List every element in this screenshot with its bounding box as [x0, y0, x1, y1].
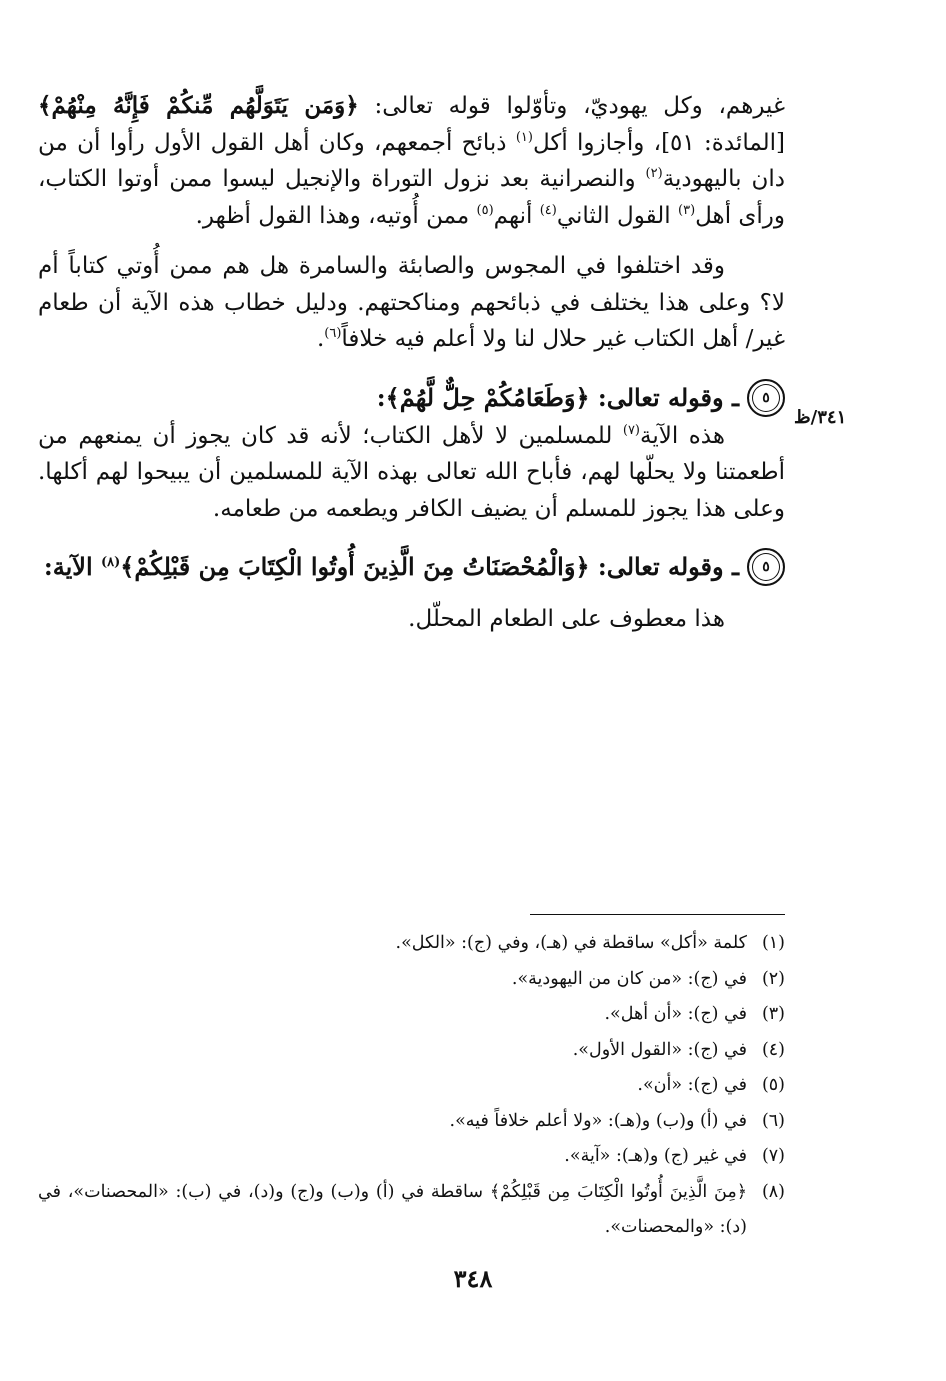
main-text: [38, 88, 785, 638]
text-run: القول الثاني: [556, 202, 678, 229]
footnote-ref-1[interactable]: (١): [515, 129, 533, 145]
footnote-text: ﴿مِنَ الَّذِينَ أُوتُوا الْكِتَابَ مِن قَبْلِكُمْ﴾ ساقطة في (أ) و(ب) و(ج) و(د)، في (ب): «المحصنات»، في (د): «والمحصنات».: [38, 1181, 747, 1237]
text-run: أنهم: [493, 202, 540, 229]
page-number: ٣٤٨: [453, 1264, 493, 1293]
verse-number-icon: ٥: [747, 379, 785, 417]
text-run: .: [316, 326, 325, 352]
footnotes: [38, 926, 785, 1246]
quran-quote: ﴿وَمَن يَتَوَلَّهُم مِّنكُمْ فَإِنَّهُ مِنْهُمْ﴾: [38, 92, 359, 119]
section-heading-2: [38, 547, 785, 587]
footnote-text: في غير (ج) و(هـ): «آية».: [564, 1146, 747, 1166]
text-run: للمسلمين لا لأهل الكتاب؛ لأنه قد كان يجوز أن يمنعهم من أطعمتنا ولا يحلّها لهم، فأباح الله تعالى بهذه الآية للمسلمين أن يبيحوا لهم أكلها. وعلى هذا يجوز للمسلم أن يضيف الكافر ويطعمه من طعامه.: [38, 422, 785, 522]
quran-quote: ﴿وَالْمُحْصَنَاتُ مِنَ الَّذِينَ أُوتُوا الْكِتَابَ مِن قَبْلِكُمْ﴾: [120, 552, 590, 581]
footnote-ref-2[interactable]: (٢): [645, 166, 663, 181]
text-run: والنصرانية بعد نزول التوراة والإنجيل ليسوا ممن أوتوا الكتاب، ورأى أهل: [38, 166, 785, 229]
footnote-text: في (ج): «أن».: [637, 1075, 747, 1095]
footnote-ref-4[interactable]: (٤): [539, 202, 557, 218]
footnote-ref-3[interactable]: (٣): [678, 202, 696, 218]
text-run: هذه الآية: [640, 422, 725, 449]
footnote-item: [38, 1068, 785, 1104]
footnote-number: (٥): [761, 1075, 785, 1095]
footnote-item: [38, 997, 785, 1033]
footnote-text: في (ج): «القول الأول».: [572, 1039, 747, 1060]
text-run: غيرهم، وكل يهوديّ، وتأوّلوا قوله تعالى:: [358, 93, 785, 119]
footnote-divider: [530, 914, 785, 915]
footnote-number: (١): [761, 933, 785, 953]
footnote-item: [38, 1139, 785, 1175]
footnote-number: (٤): [761, 1039, 785, 1060]
text-run: وقد اختلفوا في المجوس والصابئة والسامرة هل هم ممن أُوتي كتاباً أم لا؟ وعلى هذا يختلف في ذبائحهم ومناكحتهم. ودليل خطاب هذه الآية أن طعام غير/ أهل الكتاب غير حلال لنا ولا أعلم فيه خلافاً: [38, 253, 785, 352]
footnote-ref-7[interactable]: (٧): [622, 422, 640, 438]
footnote-item: [38, 1175, 785, 1246]
text-run: الآية:: [43, 552, 101, 581]
paragraph-4: هذا معطوف على الطعام المحلّل.: [408, 606, 725, 632]
text-run: :: [376, 382, 386, 412]
footnote-ref-8[interactable]: (٨): [101, 555, 121, 570]
footnote-number: (٦): [761, 1110, 785, 1131]
footnote-number: (٧): [761, 1146, 785, 1166]
manuscript-folio-note: ٣٤١/ظ: [794, 407, 847, 428]
heading-text: [38, 378, 739, 418]
footnote-ref-5[interactable]: (٥): [476, 202, 494, 218]
text-run: ممن أُوتيه، وهذا القول أظهر.: [195, 202, 477, 229]
heading-text: [38, 547, 739, 587]
paragraph-1: [38, 88, 785, 234]
footnote-item: [38, 962, 785, 998]
text-run: [المائدة: ٥١]، وأجازوا أكل: [532, 129, 786, 156]
footnote-item: [38, 1104, 785, 1140]
footnote-text: في (أ) و(ب) و(هـ): «ولا أعلم خلافاً فيه».: [449, 1110, 747, 1131]
paragraph-3: [38, 418, 785, 528]
footnote-item: [38, 1033, 785, 1069]
footnote-ref-6[interactable]: (٦): [324, 326, 342, 341]
section-heading-1: [38, 378, 785, 418]
quran-quote: ﴿وَطَعَامُكُمْ حِلٌّ لَّهُمْ﴾: [385, 382, 590, 412]
verse-number-icon: ٥: [747, 548, 785, 586]
text-run: ـ وقوله تعالى:: [589, 552, 739, 581]
text-run: ذبائح أجمعهم، وكان أهل القول الأول رأوا أن من دان باليهودية: [38, 129, 785, 192]
footnote-number: (٣): [761, 1004, 785, 1024]
footnote-text: في (ج): «من كان من اليهودية».: [511, 968, 747, 989]
footnote-number: (٨): [761, 1181, 785, 1202]
text-run: ـ وقوله تعالى:: [589, 382, 739, 412]
footnote-text: كلمة «أكل» ساقطة في (هـ)، وفي (ج): «الكل».: [395, 933, 747, 953]
footnote-text: في (ج): «أن أهل».: [604, 1004, 747, 1024]
footnote-number: (٢): [761, 968, 785, 989]
footnote-item: [38, 926, 785, 962]
paragraph-2: [38, 248, 785, 358]
